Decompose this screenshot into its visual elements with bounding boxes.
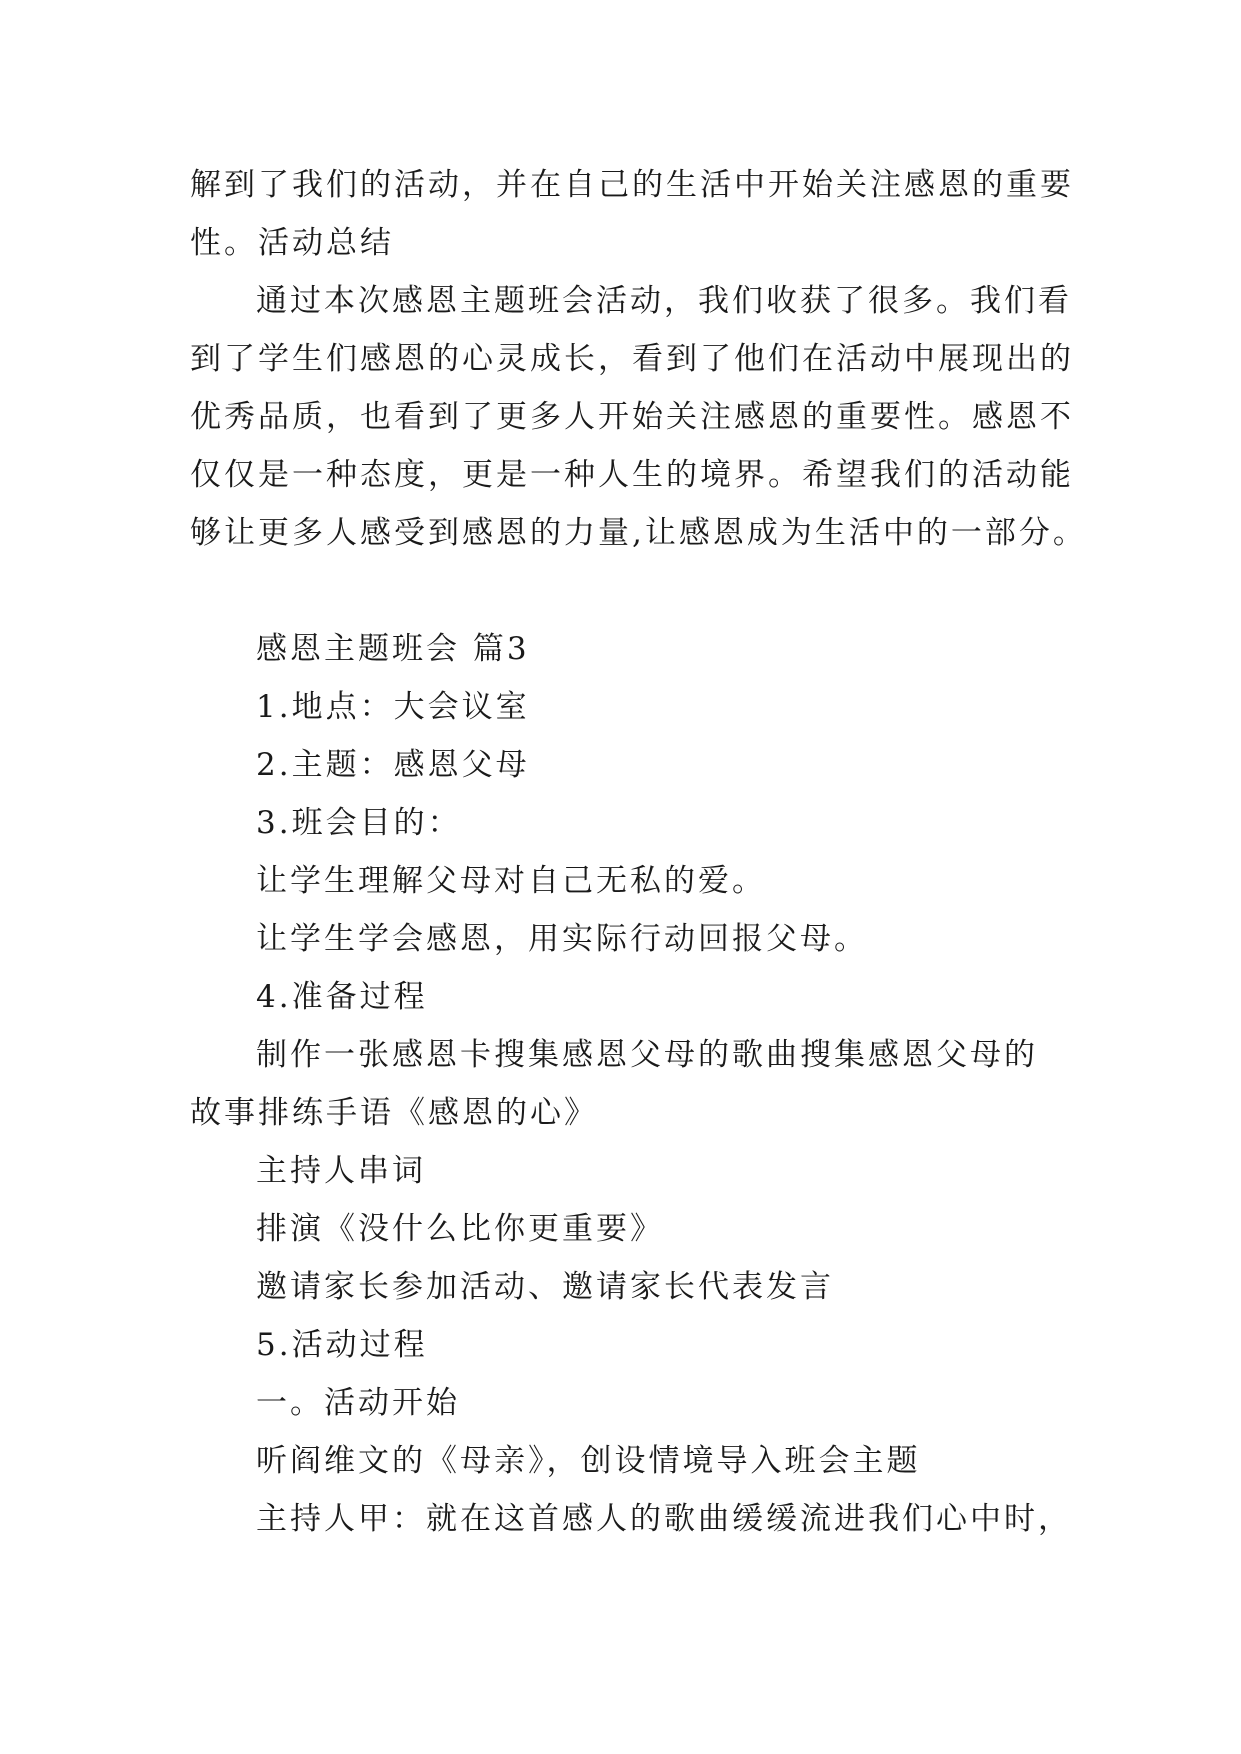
- list-item: 2.主题：感恩父母: [256, 747, 530, 783]
- paragraph-line: 听阎维文的《母亲》，创设情境导入班会主题: [256, 1443, 921, 1479]
- list-item: 5.活动过程: [256, 1327, 428, 1363]
- paragraph-line: 通过本次感恩主题班会活动，我们收获了很多。我们看: [256, 283, 1072, 319]
- list-item: 1.地点：大会议室: [256, 689, 530, 725]
- section-heading: 感恩主题班会 篇3: [256, 631, 530, 667]
- paragraph-line: 一。活动开始: [256, 1385, 460, 1421]
- paragraph-line: 性。活动总结: [190, 225, 394, 261]
- paragraph-line: 制作一张感恩卡搜集感恩父母的歌曲搜集感恩父母的: [256, 1037, 1038, 1073]
- paragraph-line: 主持人甲：就在这首感人的歌曲缓缓流进我们心中时，: [256, 1501, 1072, 1537]
- paragraph-line: 够让更多人感受到感恩的力量,让感恩成为生活中的一部分。: [190, 515, 1087, 551]
- list-item: 3.班会目的：: [256, 805, 462, 841]
- list-item: 4.准备过程: [256, 979, 428, 1015]
- paragraph-line: 让学生学会感恩，用实际行动回报父母。: [256, 921, 868, 957]
- paragraph-line: 优秀品质，也看到了更多人开始关注感恩的重要性。感恩不: [190, 399, 1074, 435]
- paragraph-line: 解到了我们的活动，并在自己的生活中开始关注感恩的重要: [190, 167, 1074, 203]
- paragraph-line: 主持人串词: [256, 1153, 426, 1189]
- paragraph-line: 故事排练手语《感恩的心》: [190, 1095, 598, 1131]
- paragraph-line: 仅仅是一种态度，更是一种人生的境界。希望我们的活动能: [190, 457, 1074, 493]
- paragraph-line: 排演《没什么比你更重要》: [256, 1211, 664, 1247]
- paragraph-line: 邀请家长参加活动、邀请家长代表发言: [256, 1269, 834, 1305]
- paragraph-line: 让学生理解父母对自己无私的爱。: [256, 863, 766, 899]
- paragraph-line: 到了学生们感恩的心灵成长，看到了他们在活动中展现出的: [190, 341, 1074, 377]
